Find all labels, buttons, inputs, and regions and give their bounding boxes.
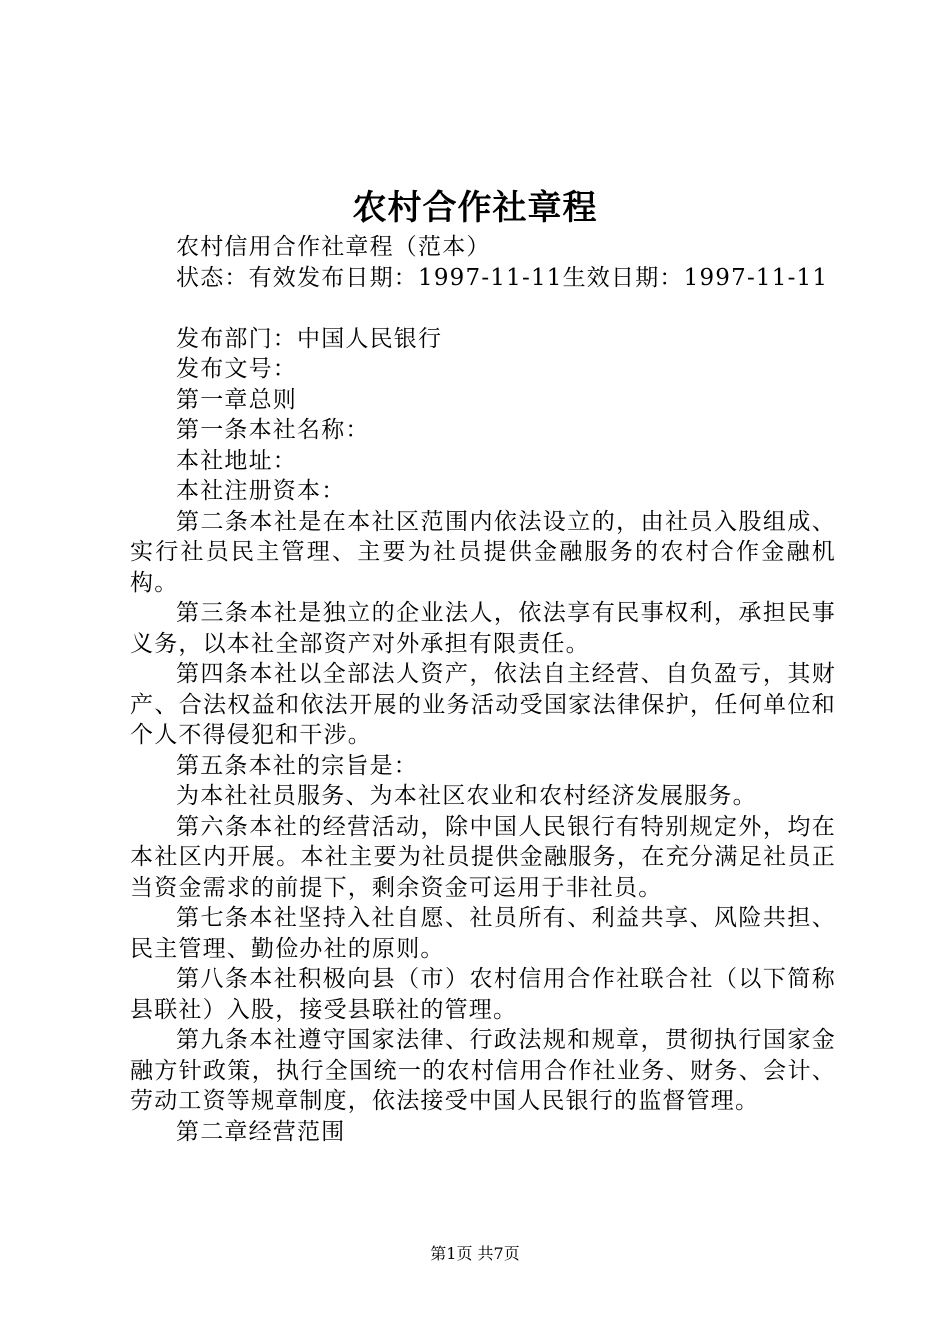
- blank-line: [130, 293, 836, 324]
- paragraph: 发布文号：: [176, 356, 297, 382]
- document-title: 农村合作社章程: [352, 188, 598, 228]
- paragraph: 第三条本社是独立的企业法人，依法享有民事权利，承担民事义务，以本社全部资产对外承担有限责任。: [130, 600, 836, 657]
- paragraph: 本社地址：: [176, 447, 297, 474]
- paragraph: 第六条本社的经营活动，除中国人民银行有特别规定外，均在本社区内开展。本社主要为社员提供金融服务，在充分满足社员正当资金需求的前提下，剩余资金可运用于非社员。: [130, 813, 836, 901]
- paragraph: 状态：有效发布日期：1997-11-11生效日期：1997-11-11: [176, 264, 829, 291]
- paragraph: 第九条本社遵守国家法律、行政法规和规章，贯彻执行国家金融方针政策，执行全国统一的农村信用合作社业务、财务、会计、劳动工资等规章制度，依法接受中国人民银行的监督管理。: [130, 1027, 836, 1114]
- page-footer: 第1页 共7页: [430, 1244, 520, 1263]
- paragraph: 第四条本社以全部法人资产，依法自主经营、自负盈亏，其财产、合法权益和依法开展的业务活动受国家法律保护，任何单位和个人不得侵犯和干涉。: [130, 661, 836, 748]
- paragraph: 第七条本社坚持入社自愿、社员所有、利益共享、风险共担、民主管理、勤俭办社的原则。: [130, 905, 836, 962]
- chapter-heading: 第一章总则: [176, 386, 297, 413]
- paragraph: 为本社社员服务、为本社区农业和农村经济发展服务。: [176, 783, 757, 809]
- paragraph: 第八条本社积极向县（市）农村信用合作社联合社（以下简称县联社）入股，接受县联社的管理。: [130, 966, 836, 1023]
- paragraph: 第二条本社是在本社区范围内依法设立的，由社员入股组成、实行社员民主管理、主要为社员提供金融服务的农村合作金融机构。: [130, 508, 836, 596]
- document-body: [130, 232, 836, 1147]
- paragraph: 农村信用合作社章程（范本）: [176, 234, 491, 260]
- paragraph: 第五条本社的宗旨是：: [176, 752, 418, 779]
- chapter-heading: 第二章经营范围: [176, 1118, 346, 1145]
- paragraph: 发布部门：中国人民银行: [176, 325, 443, 352]
- paragraph: 本社注册资本：: [176, 478, 346, 504]
- paragraph: 第一条本社名称：: [176, 417, 370, 443]
